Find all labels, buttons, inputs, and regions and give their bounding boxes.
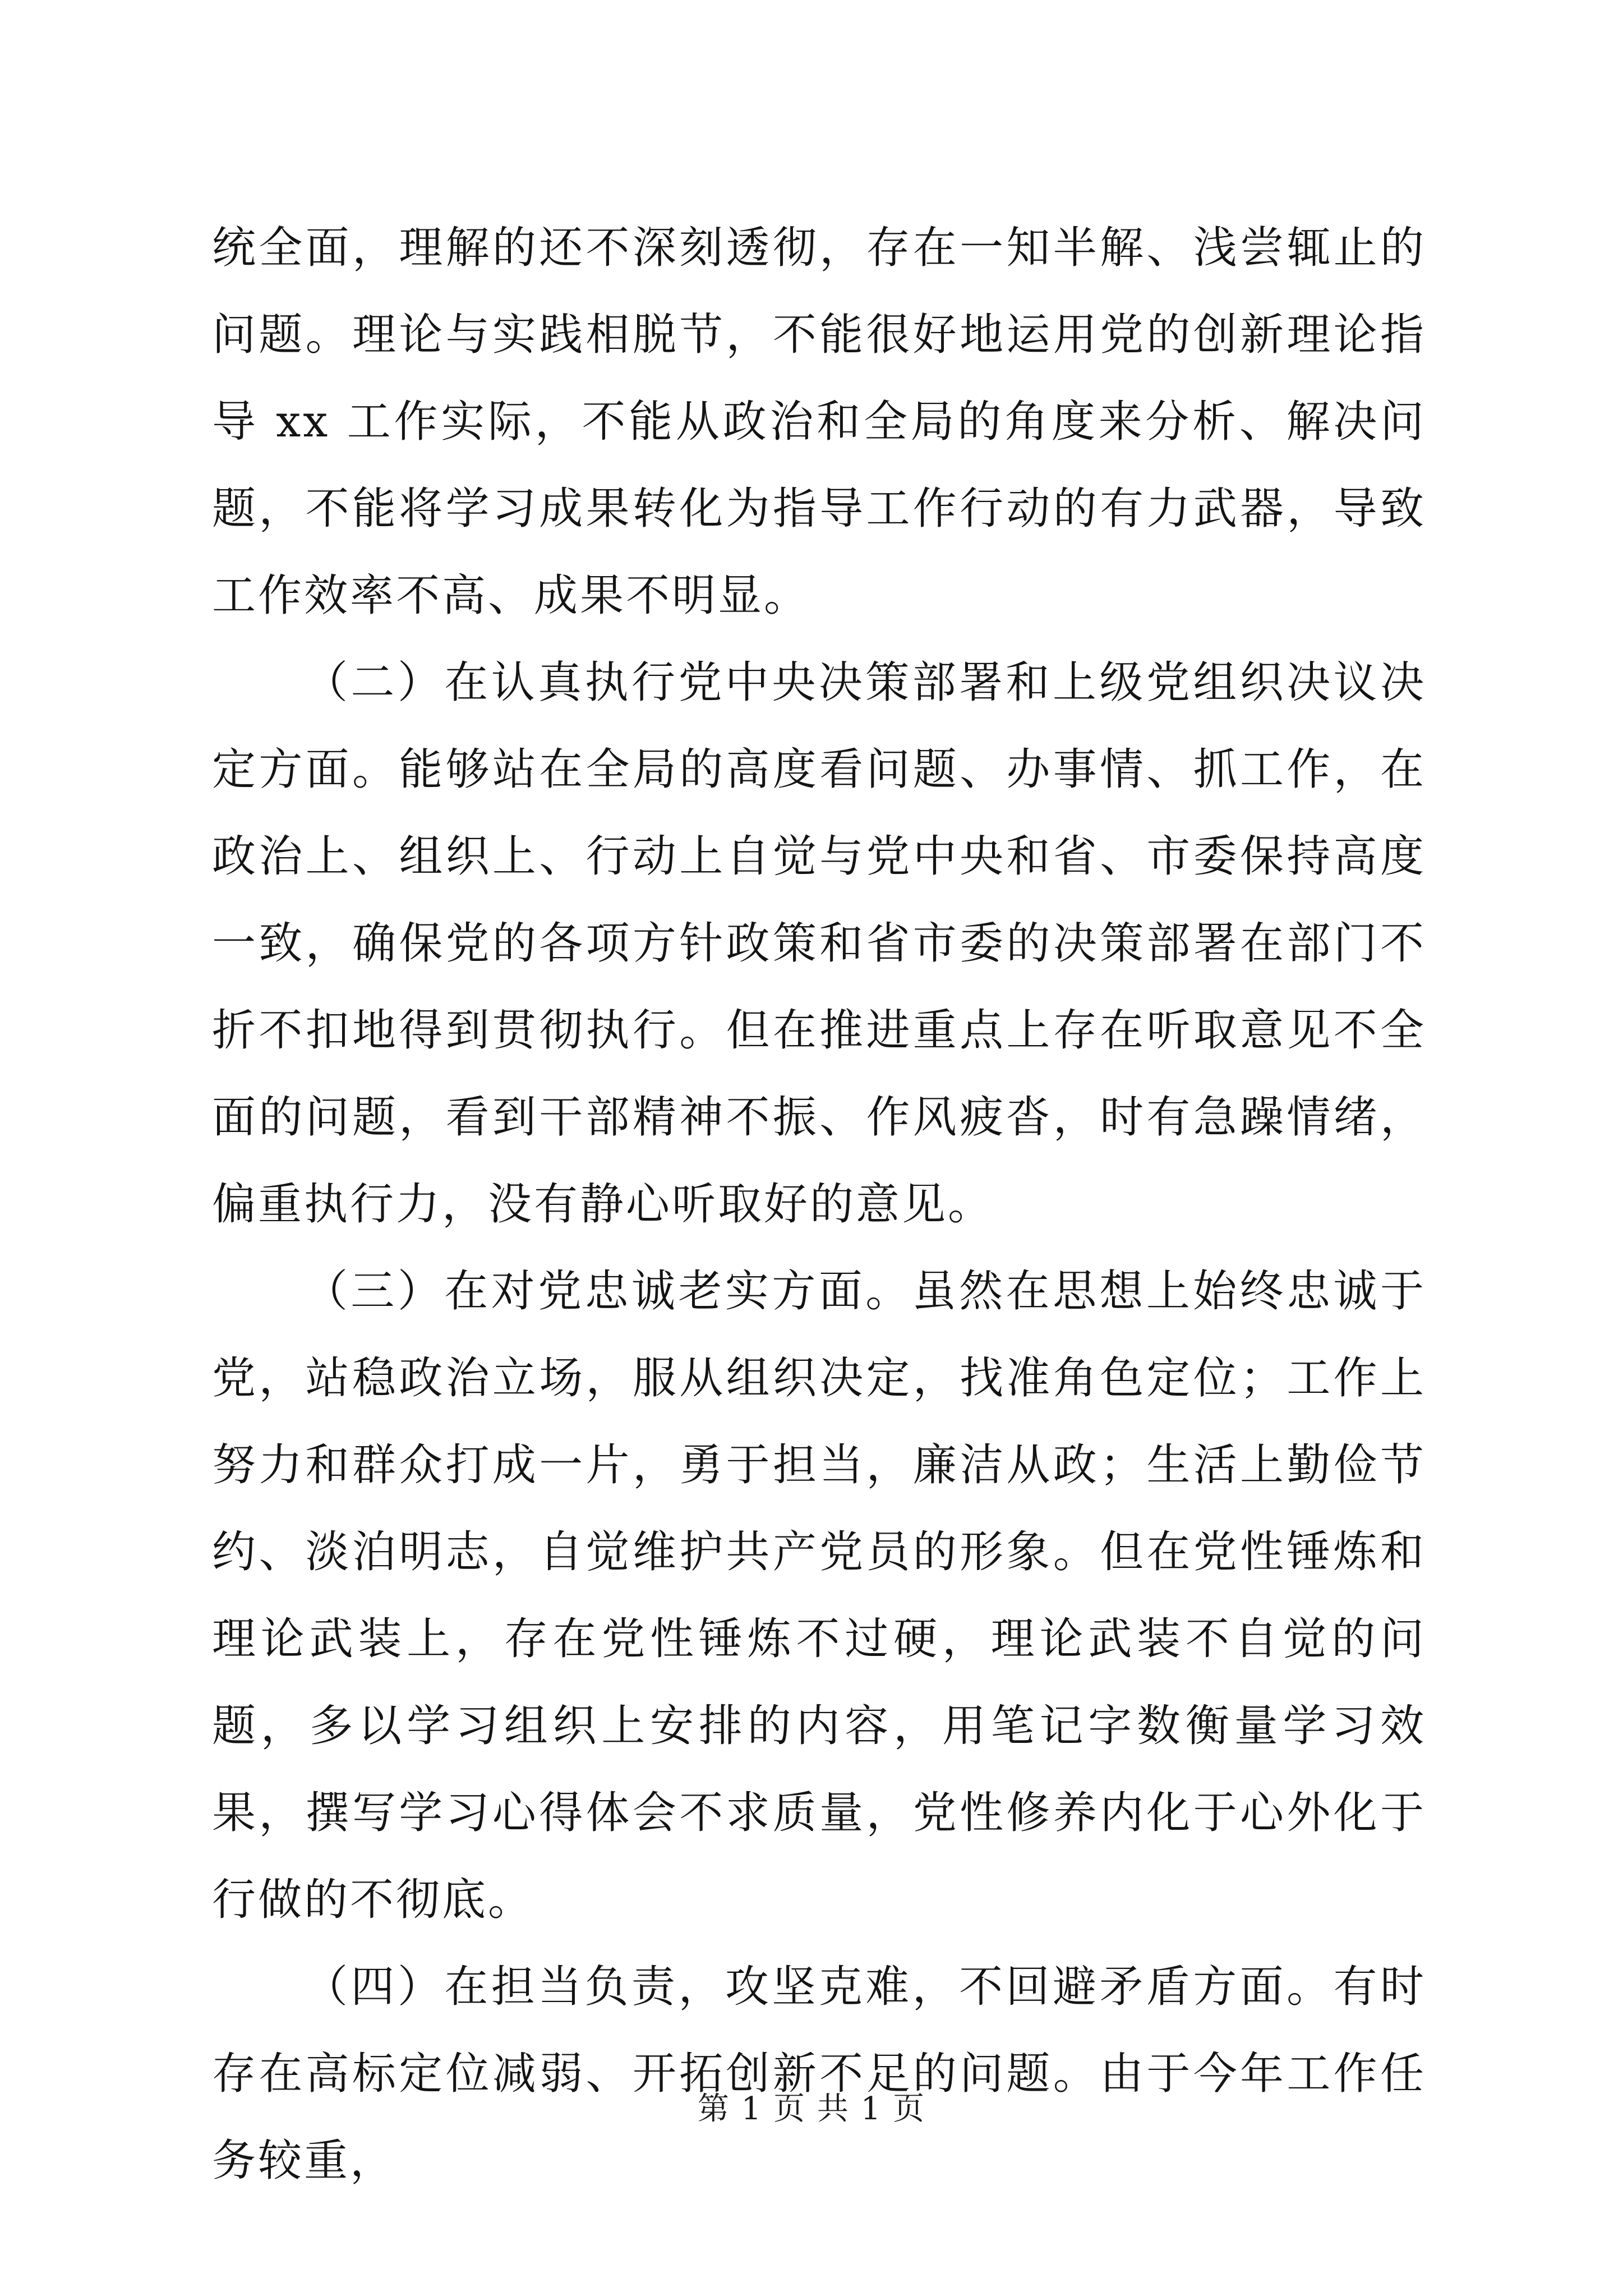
paragraph-section-4: （四）在担当负责，攻坚克难，不回避矛盾方面。有时存在高标定位减弱、开拓创新不足的问题。由于今年工作任务较重， [212, 1962, 1426, 2186]
paragraph-section-2: （二）在认真执行党中央决策部署和上级党组织决议决定方面。能够站在全局的高度看问题、办事情、抓工作，在政治上、组织上、行动上自觉与党中央和省、市委保持高度一致，确保党的各项方针政策和省市委的决策部署在部门不折不扣地得到贯彻执行。但在推进重点上存在听取意见不全面的问题，看到干部精神不振、作风疲沓，时有急躁情绪，偏重执行力，没有静心听取好的意见。 [212, 657, 1426, 1230]
document-body [212, 205, 1426, 2205]
page-number-footer: 第 1 页 共 1 页 [697, 2091, 926, 2127]
paragraph-continuation: 统全面，理解的还不深刻透彻，存在一知半解、浅尝辄止的问题。理论与实践相脱节，不能很好地运用党的创新理论指导 xx 工作实际，不能从政治和全局的角度来分析、解决问题，不能将学习成果转化为指导工作行动的有力武器，导致工作效率不高、成果不明显。 [212, 223, 1426, 621]
paragraph-section-3: （三）在对党忠诚老实方面。虽然在思想上始终忠诚于党，站稳政治立场，服从组织决定，找准角色定位；工作上努力和群众打成一片，勇于担当，廉洁从政；生活上勤俭节约、淡泊明志，自觉维护共产党员的形象。但在党性锤炼和理论武装上，存在党性锤炼不过硬，理论武装不自觉的问题，多以学习组织上安排的内容，用笔记字数衡量学习效果，撰写学习心得体会不求质量，党性修养内化于心外化于行做的不彻底。 [212, 1266, 1426, 1925]
